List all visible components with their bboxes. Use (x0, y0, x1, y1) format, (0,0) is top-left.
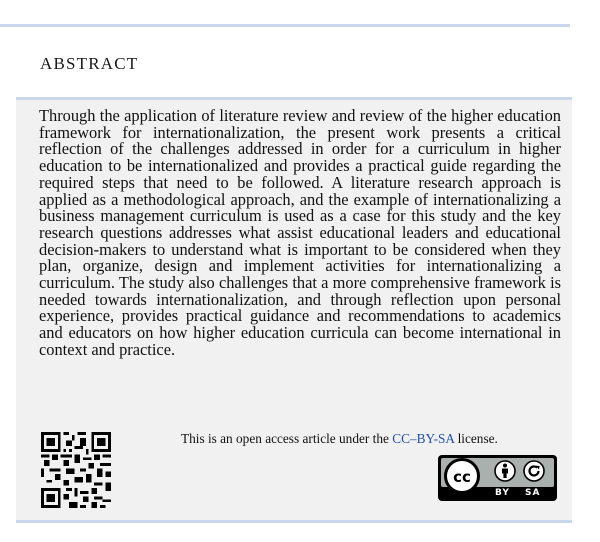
panel-top-divider (16, 97, 572, 100)
abstract-body: Through the application of literature review and review of the higher education framework for internationalization, the present work presents a critical reflection of the challenges addressed in order for a curriculum in higher education to be internationalized and provides a practical guide regarding the required steps that need to be followed. A literature research approach is applied as a methodological approach, and the example of internationalizing a business management curriculum is used as a case for this study and the key research questions addresses what assist educational leaders and educational decision-makers to understand what is important to be considered when they plan, organize, design and implement activities for internationalizing a curriculum. The study also challenges that a more comprehensive framework is needed towards internationalization, and through reflection upon personal experience, provides practical guidance and recommendations to academics and educators on how higher education curricula can become international in context and practice. (39, 106, 561, 359)
badge-sa-label: SA (525, 488, 541, 498)
license-statement (181, 431, 498, 447)
cc-by-sa-badge[interactable] (438, 455, 557, 501)
qr-code-icon[interactable] (41, 432, 111, 508)
top-divider (0, 24, 570, 27)
cc-symbol-text: cc (453, 468, 471, 486)
license-link[interactable]: CC–BY-SA (392, 431, 455, 446)
badge-by-label: BY (495, 488, 510, 498)
creative-commons-icon (444, 458, 480, 494)
panel-bottom-divider (16, 520, 572, 523)
license-suffix: license. (454, 431, 498, 446)
attribution-icon (494, 460, 516, 482)
license-prefix: This is an open access article under the (181, 431, 393, 446)
abstract-heading: ABSTRACT (40, 54, 139, 73)
share-alike-icon (523, 460, 545, 482)
